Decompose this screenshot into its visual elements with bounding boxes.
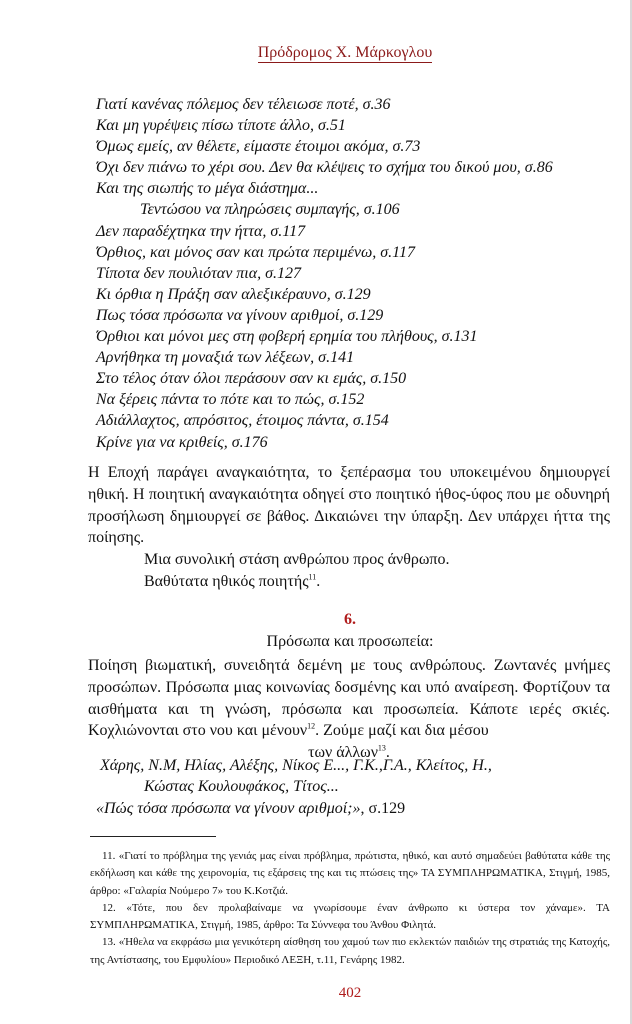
footnote-13: 13. «Ήθελα να εκφράσω μια γενικότερη αίσθηση του χαμού των πιο εκλεκτών παιδιών της στρατιάς της Κατοχής, της Αντίστασης, του Εμφυλίου» Περιοδικό ΛΕΞΗ, τ.11, Γενάρης 1982. bbox=[90, 936, 610, 966]
punctuation: . bbox=[316, 572, 321, 590]
footnote-11: 11. «Γιατί το πρόβλημα της γενιάς μας είναι πρόβλημα, πρώτιστα, ηθικό, και αυτό σημαδεύει βαθύτατα κάθε της εκδήλωση και κάθε της χειρονομία, τις εξάρσεις της και τις πτώσεις της» ΤΑ ΣΥΜΠΛΗΡΩΜΑΤΙΚΑ, Στιγμή, 1985, άρθρο: «Γαλαρία Νούμερο 7» του Κ.Κοτζιά. bbox=[90, 850, 610, 897]
verse-line: Τίποτα δεν πουλιόταν πια, σ.127 bbox=[96, 264, 302, 282]
verse-line: Αδιάλλαχτος, απρόσιτος, έτοιμος πάντα, σ.154 bbox=[96, 412, 389, 430]
verse-line: Τεντώσου να πληρώσεις συμπαγής, σ.106 bbox=[140, 201, 400, 219]
quote-text: «Πώς τόσα πρόσωπα να γίνουν αριθμοί;» bbox=[96, 799, 361, 817]
verse-line: Κρίνε για να κριθείς, σ.176 bbox=[96, 433, 268, 451]
footnotes bbox=[90, 848, 610, 969]
paragraph-ethics bbox=[88, 462, 610, 593]
footnote-12: 12. «Τότε, που δεν προλαβαίναμε να γνωρίσουμε έναν άνθρωπο κι ύστερα τον χάναμε». ΤΑ ΣΥΜΠΛΗΡΩΜΑΤΙΚΑ, Στιγμή, 1985, άρθρο: Τα Σύννεφα του Άνθου Φιλητά. bbox=[90, 901, 610, 932]
verse-line: Όρθιοι και μόνοι μες στη φοβερή ερημία του πλήθους, σ.131 bbox=[96, 328, 478, 346]
paragraph-text: Ποίηση βιωματική, συνειδητά δεμένη με τους ανθρώπους. Ζωντανές μνήμες προσώπων. Πρόσωπα μιας κοινωνίας δοσμένης και υπό αναίρεση. Φορτίζουν τα αισθήματα και τη γνώση, πρόσωπα και προσωπεία. Κάποτε ιερές σκιές. Κοχλιώνονται στο νου και μένουν bbox=[88, 657, 610, 740]
paragraph-text: Η Εποχή παράγει αναγκαιότητα, το ξεπέρασμα του υποκειμένου δημιουργεί ηθική. Η ποιητική αναγκαιότητα οδηγεί στο ποιητικό ήθος-ύφος που με οδυνηρή προσήλωση δημιουργεί σε βάθος. Δικαιώνει την ύπαρξη. Δεν υπάρχει ήττα της ποίησης. bbox=[88, 464, 610, 547]
footnote-ref-13: 13 bbox=[377, 743, 386, 753]
running-head bbox=[0, 44, 632, 62]
paragraph-text: των άλλων bbox=[308, 744, 378, 762]
paragraph-text: . Ζούμε μαζί και δια μέσου bbox=[315, 722, 489, 740]
verse-line: Όχι δεν πιάνω το χέρι σου. Δεν θα κλέψεις το σχήμα του δικού μου, σ.86 bbox=[96, 159, 553, 177]
quote-reference: , σ.129 bbox=[360, 799, 406, 817]
verse-line: Αρνήθηκα τη μοναξιά των λέξεων, σ.141 bbox=[96, 349, 355, 367]
paragraph-line bbox=[88, 571, 610, 593]
paragraph-line: Μια συνολική στάση ανθρώπου προς άνθρωπο. bbox=[144, 551, 450, 569]
names-line: Χάρης, Ν.Μ, Ηλίας, Αλέξης, Νίκος Ε..., Γ.Κ.,Γ.Α., Κλείτος, Η., bbox=[100, 757, 492, 774]
quote-line bbox=[96, 798, 600, 819]
page-number: 402 bbox=[338, 985, 362, 1001]
verse-line: Πως τόσα πρόσωπα να γίνουν αριθμοί, σ.129 bbox=[96, 306, 384, 324]
footnote-rule bbox=[90, 836, 216, 837]
verse-line: Στο τέλος όταν όλοι περάσουν σαν κι εμάς, σ.150 bbox=[96, 370, 407, 388]
verse-line: Να ξέρεις πάντα το πότε και το πώς, σ.152 bbox=[96, 391, 365, 409]
verse-line: Όμως εμείς, αν θέλετε, είμαστε έτοιμοι ακόμα, σ.73 bbox=[96, 138, 421, 156]
names-line: Κώστας Κουλουφάκος, Τίτος... bbox=[144, 778, 339, 796]
running-head-text: Πρόδρομος Χ. Μάρκογλου bbox=[257, 44, 433, 61]
verse-line: Κι όρθια η Πράξη σαν αλεξικέραυνο, σ.129 bbox=[96, 285, 371, 303]
names-list bbox=[96, 755, 600, 819]
section-number: 6. bbox=[344, 611, 356, 628]
verse-line: Και της σιωπής το μέγα διάστημα... bbox=[96, 180, 319, 198]
verse-line: Όρθιος, και μόνος σαν και πρώτα περιμένω, σ.117 bbox=[96, 243, 415, 261]
punctuation: . bbox=[385, 744, 390, 762]
verse-line: Γιατί κανένας πόλεμος δεν τέλειωσε ποτέ, σ.36 bbox=[96, 96, 391, 113]
footnote-ref-11: 11 bbox=[308, 572, 317, 582]
footnote-ref-12: 12 bbox=[307, 722, 316, 732]
paragraph-persons bbox=[88, 655, 610, 764]
verse-list bbox=[96, 94, 616, 453]
verse-line: Και μη γυρέψεις πίσω τίποτε άλλο, σ.51 bbox=[96, 117, 346, 135]
verse-line: Δεν παραδέχτηκα την ήττα, σ.117 bbox=[96, 222, 306, 240]
paragraph-line-text: Βαθύτατα ηθικός ποιητής bbox=[144, 572, 309, 590]
section-title: Πρόσωπα και προσωπεία: bbox=[266, 633, 434, 650]
